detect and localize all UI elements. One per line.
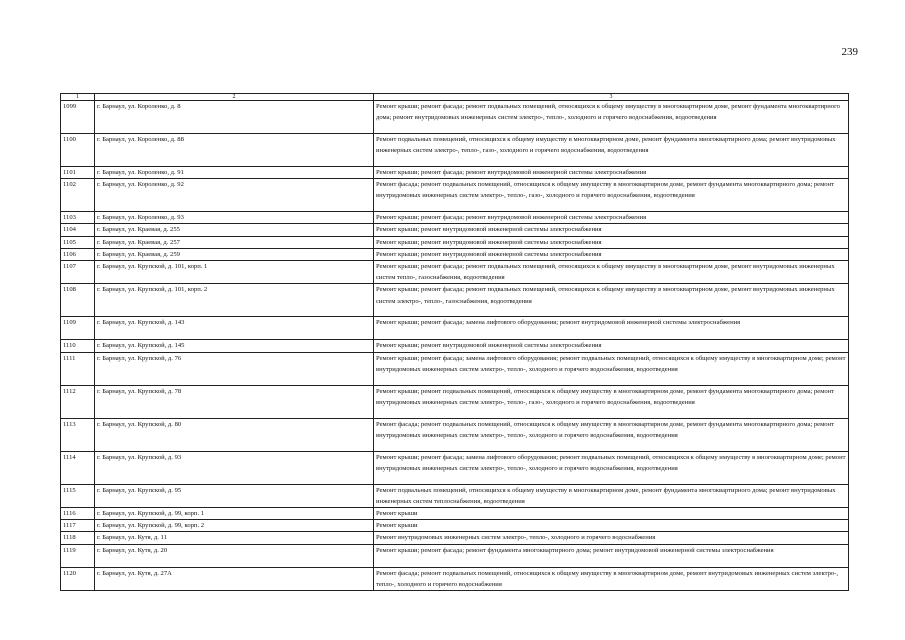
row-works: Ремонт крыши; ремонт внутридомовой инженерной системы электроснабжения (374, 236, 849, 248)
row-number: 1102 (61, 179, 95, 212)
row-number: 1118 (61, 532, 95, 544)
table-row (61, 567, 849, 590)
row-number: 1106 (61, 248, 95, 260)
row-address: г. Барнаул, ул. Крупской, д. 80 (95, 418, 374, 451)
row-address: г. Барнаул, ул. Крупской, д. 78 (95, 385, 374, 418)
row-number: 1119 (61, 544, 95, 567)
row-number: 1100 (61, 134, 95, 167)
row-works: Ремонт крыши; ремонт фасада; ремонт внутридомовой инженерной системы электроснабжения (374, 212, 849, 224)
row-works: Ремонт крыши (374, 508, 849, 520)
row-number: 1113 (61, 418, 95, 451)
table-row (61, 101, 849, 134)
row-number: 1105 (61, 236, 95, 248)
row-works: Ремонт крыши; ремонт фасада; замена лифтового оборудования; ремонт подвальных помещений, относящихся к общему имуществу в многоквартирном доме; ремонт внутридомовых инженерных систем электро-, тепло-, холодного и горячего водоснабжения, водоотведения (374, 352, 849, 385)
row-address: г. Барнаул, ул. Крупской, д. 143 (95, 317, 374, 340)
row-number: 1117 (61, 520, 95, 532)
row-works: Ремонт внутридомовых инженерных систем электро-, тепло-, холодного и горячего водоснабжения (374, 532, 849, 544)
column-number-1: 1 (61, 94, 95, 101)
row-number: 1099 (61, 101, 95, 134)
row-works: Ремонт крыши (374, 520, 849, 532)
row-address: г. Барнаул, ул. Крупской, д. 99, корп. 1 (95, 508, 374, 520)
row-works: Ремонт крыши; ремонт внутридомовой инженерной системы электроснабжения (374, 248, 849, 260)
page-number: 239 (841, 46, 858, 58)
row-number: 1110 (61, 340, 95, 352)
row-address: г. Барнаул, ул. Кутя, д. 27А (95, 567, 374, 590)
row-number: 1111 (61, 352, 95, 385)
row-address: г. Барнаул, ул. Краевая, д. 257 (95, 236, 374, 248)
row-works: Ремонт крыши; ремонт фасада; ремонт подвальных помещений, относящихся к общему имуществу в многоквартирном доме, ремонт внутридомовых инженерных систем электро-, тепло-, газоснабжения, водоотведения (374, 284, 849, 317)
table-row (61, 284, 849, 317)
table-row (61, 508, 849, 520)
table-row (61, 544, 849, 567)
row-address: г. Барнаул, ул. Краевая, д. 255 (95, 224, 374, 236)
row-address: г. Барнаул, ул. Крупской, д. 99, корп. 2 (95, 520, 374, 532)
row-number: 1116 (61, 508, 95, 520)
row-works: Ремонт крыши; ремонт внутридомовой инженерной системы электроснабжения (374, 224, 849, 236)
row-works: Ремонт крыши; ремонт фасада; ремонт подвальных помещений, относящихся к общему имуществу в многоквартирном доме, ремонт фундамента многоквартирного дома; ремонт внутридомовых инженерных систем электро-, тепло-, холодного и горячего водоснабжения, водоотведения (374, 101, 849, 134)
table-row (61, 212, 849, 224)
table-row (61, 236, 849, 248)
table-row (61, 451, 849, 484)
table-row (61, 418, 849, 451)
row-address: г. Барнаул, ул. Крупской, д. 93 (95, 451, 374, 484)
row-address: г. Барнаул, ул. Крупской, д. 101, корп. 2 (95, 284, 374, 317)
table-row (61, 520, 849, 532)
row-works: Ремонт крыши; ремонт подвальных помещений, относящихся к общему имуществу в многоквартирном доме, ремонт фундамента многоквартирного дома; ремонт внутридомовых инженерных систем электро-, тепло-, газо-, холодного и горячего водоснабжения, водоотведения (374, 385, 849, 418)
row-works: Ремонт подвальных помещений, относящихся к общему имуществу в многоквартирном доме, ремонт фундамента многоквартирного дома; ремонт внутридомовых инженерных систем электро-, тепло-, газо-, холодного и горячего водоснабжения, водоотведения (374, 134, 849, 167)
row-works: Ремонт подвальных помещений, относящихся к общему имуществу в многоквартирном доме, ремонт фундамента многоквартирного дома; ремонт внутридомовых инженерных систем теплоснабжения, водоотведения (374, 484, 849, 507)
table-row (61, 340, 849, 352)
table-row (61, 179, 849, 212)
column-number-2: 2 (95, 94, 374, 101)
table-row (61, 134, 849, 167)
works-table (60, 93, 849, 591)
table-row (61, 167, 849, 179)
row-works: Ремонт фасада; ремонт подвальных помещений, относящихся к общему имуществу в многоквартирном доме, ремонт фундамента многоквартирного дома; ремонт внутридомовых инженерных систем электро-, тепло-, газо-, холодного и горячего водоснабжения, водоотведения (374, 179, 849, 212)
row-works: Ремонт фасада; ремонт подвальных помещений, относящихся к общему имуществу в многоквартирном доме, ремонт фундамента многоквартирного дома; ремонт внутридомовых инженерных систем электро-, тепло-, холодного и горячего водоснабжения, водоотведения (374, 418, 849, 451)
column-number-row (61, 94, 849, 101)
row-number: 1115 (61, 484, 95, 507)
row-works: Ремонт фасада; ремонт подвальных помещений, относящихся к общему имуществу в многоквартирном доме, ремонт внутридомовых инженерных систем электро-, тепло-, холодного и горячего водоснабжения (374, 567, 849, 590)
row-number: 1112 (61, 385, 95, 418)
row-address: г. Барнаул, ул. Короленко, д. 93 (95, 212, 374, 224)
row-works: Ремонт крыши; ремонт фасада; ремонт фундамента многоквартирного дома; ремонт внутридомовой инженерной системы электроснабжения (374, 544, 849, 567)
row-address: г. Барнаул, ул. Кутя, д. 20 (95, 544, 374, 567)
row-address: г. Барнаул, ул. Кутя, д. 11 (95, 532, 374, 544)
row-number: 1108 (61, 284, 95, 317)
table-row (61, 385, 849, 418)
table-row (61, 317, 849, 340)
row-address: г. Барнаул, ул. Краевая, д. 259 (95, 248, 374, 260)
row-number: 1114 (61, 451, 95, 484)
row-address: г. Барнаул, ул. Короленко, д. 8 (95, 101, 374, 134)
row-address: г. Барнаул, ул. Крупской, д. 101, корп. 1 (95, 261, 374, 284)
table-row (61, 352, 849, 385)
row-address: г. Барнаул, ул. Крупской, д. 76 (95, 352, 374, 385)
row-number: 1101 (61, 167, 95, 179)
row-number: 1103 (61, 212, 95, 224)
table-row (61, 532, 849, 544)
table-row (61, 224, 849, 236)
table-row (61, 484, 849, 507)
row-number: 1104 (61, 224, 95, 236)
row-address: г. Барнаул, ул. Крупской, д. 145 (95, 340, 374, 352)
row-address: г. Барнаул, ул. Короленко, д. 91 (95, 167, 374, 179)
row-address: г. Барнаул, ул. Крупской, д. 95 (95, 484, 374, 507)
row-works: Ремонт крыши; ремонт фасада; ремонт подвальных помещений, относящихся к общему имуществу в многоквартирном доме, ремонт внутридомовых инженерных систем тепло-, газоснабжения, водоотведения (374, 261, 849, 284)
row-number: 1120 (61, 567, 95, 590)
row-number: 1107 (61, 261, 95, 284)
row-works: Ремонт крыши; ремонт фасада; ремонт внутридомовой инженерной системы электроснабжения (374, 167, 849, 179)
row-works: Ремонт крыши; ремонт фасада; замена лифтового оборудования; ремонт подвальных помещений, относящихся к общему имуществу в многоквартирном доме; ремонт внутридомовых инженерных систем электро-, тепло-, холодного и горячего водоснабжения, водоотведения (374, 451, 849, 484)
row-number: 1109 (61, 317, 95, 340)
row-address: г. Барнаул, ул. Короленко, д. 88 (95, 134, 374, 167)
row-address: г. Барнаул, ул. Короленко, д. 92 (95, 179, 374, 212)
row-works: Ремонт крыши; ремонт фасада; замена лифтового оборудования; ремонт внутридомовой инженерной системы электроснабжения (374, 317, 849, 340)
table-row (61, 261, 849, 284)
row-works: Ремонт крыши; ремонт внутридомовой инженерной системы электроснабжения (374, 340, 849, 352)
column-number-3: 3 (374, 94, 849, 101)
table-row (61, 248, 849, 260)
